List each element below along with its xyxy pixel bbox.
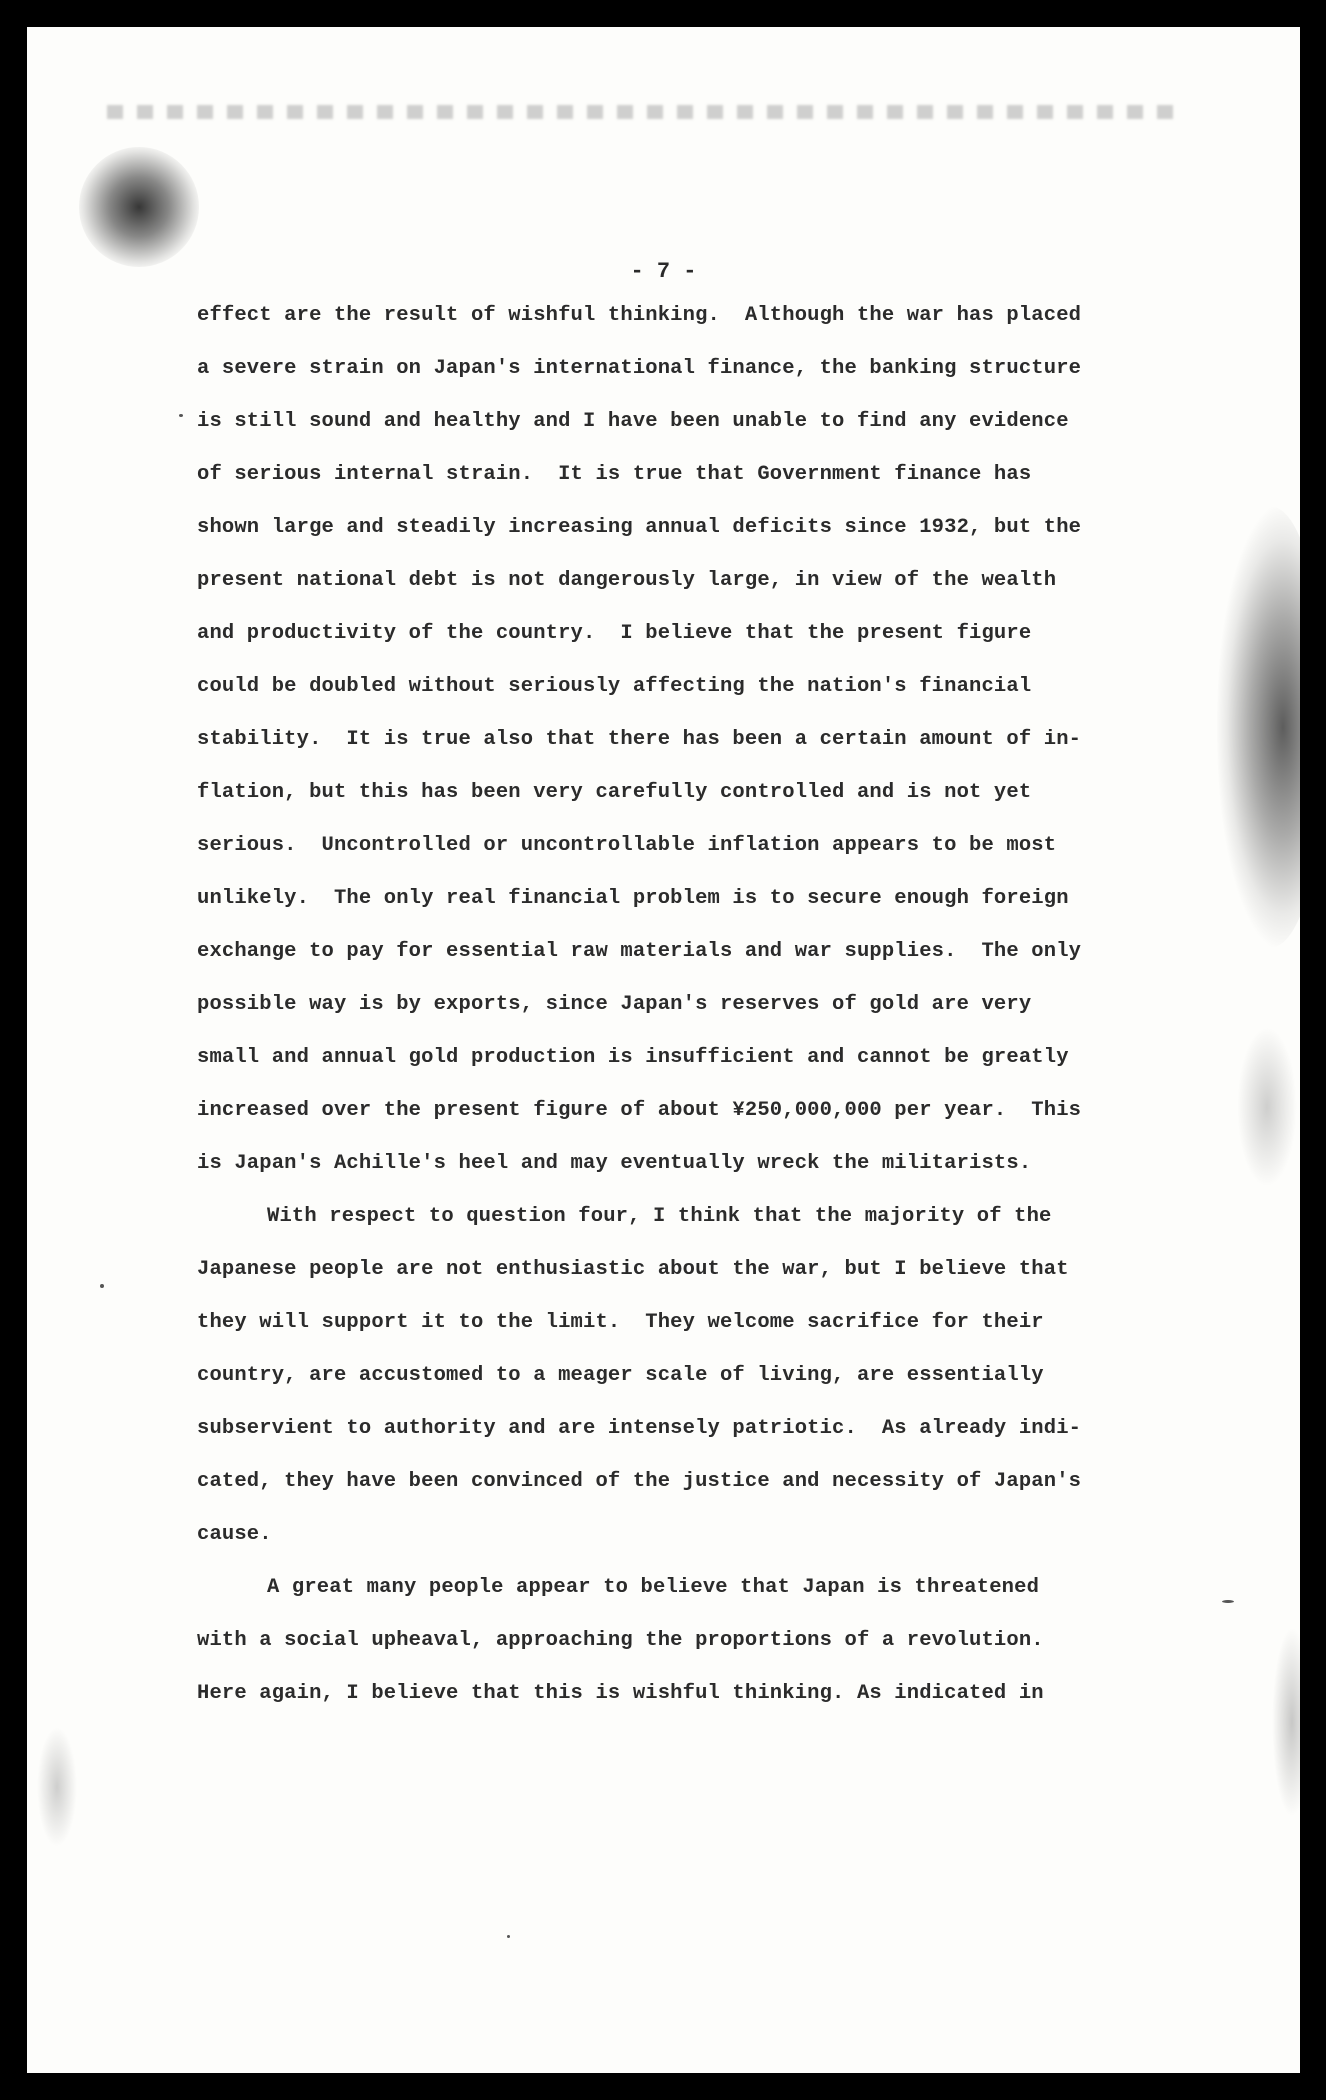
ink-smudge-right: [1217, 507, 1300, 947]
text-line: Japanese people are not enthusiastic about the war, but I believe that: [197, 1258, 1069, 1281]
speck: [100, 1284, 104, 1288]
text-line: exchange to pay for essential raw materials and war supplies. The only: [197, 940, 1082, 963]
text-line: with a social upheaval, approaching the proportions of a revolution.: [197, 1629, 1044, 1652]
document-page: [27, 27, 1300, 2073]
text-line: cated, they have been convinced of the justice and necessity of Japan's: [197, 1470, 1082, 1493]
text-line: a severe strain on Japan's international finance, the banking structure: [197, 357, 1082, 380]
text-line: possible way is by exports, since Japan's reserves of gold are very: [197, 993, 1032, 1016]
text-line: subservient to authority and are intensely patriotic. As already indi-: [197, 1417, 1082, 1440]
text-line: increased over the present figure of about ¥250,000,000 per year. This: [197, 1099, 1082, 1122]
text-line: country, are accustomed to a meager scale of living, are essentially: [197, 1364, 1044, 1387]
text-line: is Japan's Achille's heel and may eventually wreck the militarists.: [197, 1152, 1032, 1175]
text-line: is still sound and healthy and I have been unable to find any evidence: [197, 410, 1069, 433]
speck: [507, 1935, 510, 1938]
text-line: Here again, I believe that this is wishful thinking. As indicated in: [197, 1682, 1044, 1705]
text-line: unlikely. The only real financial problem is to secure enough foreign: [197, 887, 1069, 910]
text-line: A great many people appear to believe that Japan is threatened: [267, 1576, 1040, 1599]
text-line: effect are the result of wishful thinking. Although the war has placed: [197, 304, 1082, 327]
text-line: they will support it to the limit. They welcome sacrifice for their: [197, 1311, 1044, 1334]
speck: [1222, 1600, 1234, 1603]
text-line: of serious internal strain. It is true that Government finance has: [197, 463, 1032, 486]
ink-smudge-bottom-right: [1272, 1627, 1300, 1817]
text-line: present national debt is not dangerously large, in view of the wealth: [197, 569, 1057, 592]
text-line: cause.: [197, 1523, 272, 1546]
text-line: shown large and steadily increasing annual deficits since 1932, but the: [197, 516, 1082, 539]
text-line: With respect to question four, I think that the majority of the: [267, 1205, 1052, 1228]
text-line: serious. Uncontrolled or uncontrollable inflation appears to be most: [197, 834, 1057, 857]
text-line: flation, but this has been very carefully controlled and is not yet: [197, 781, 1032, 804]
ink-smudge-top-left: [79, 147, 199, 267]
page-number: - 7 -: [630, 259, 697, 284]
text-line: small and annual gold production is insufficient and cannot be greatly: [197, 1046, 1069, 1069]
text-line: and productivity of the country. I believe that the present figure: [197, 622, 1032, 645]
text-line: could be doubled without seriously affecting the nation's financial: [197, 675, 1032, 698]
ink-smudge-left: [37, 1727, 77, 1847]
text-line: stability. It is true also that there has been a certain amount of in-: [197, 728, 1082, 751]
ink-smudge-right-lower: [1237, 1027, 1297, 1187]
faint-bleedthrough-header: [107, 105, 1177, 119]
speck: [179, 414, 183, 417]
